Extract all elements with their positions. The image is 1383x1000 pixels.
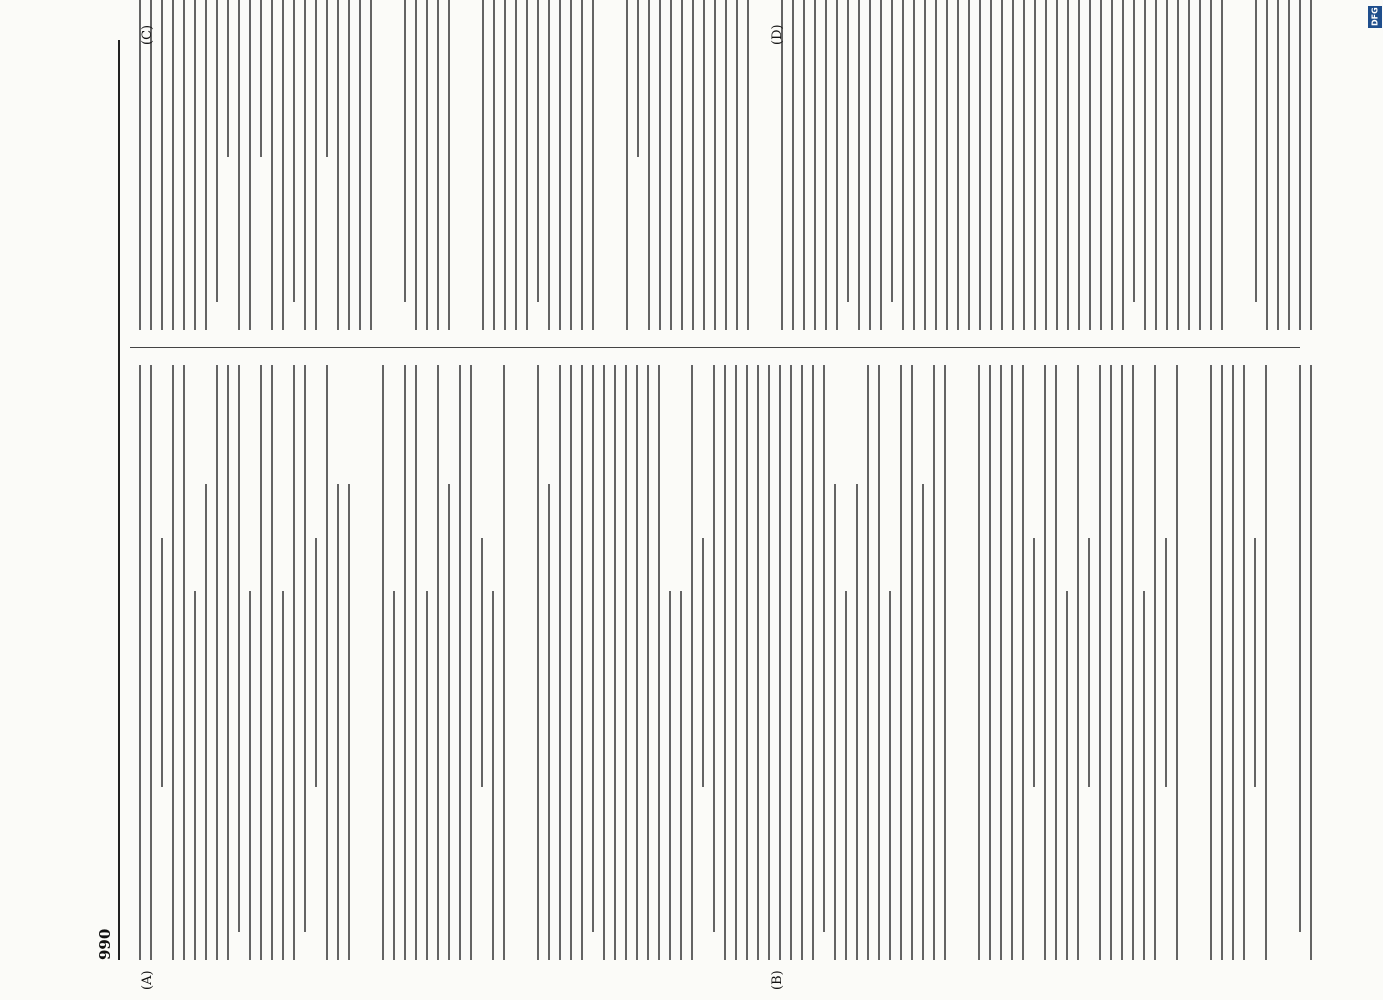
text-line [1154, 365, 1156, 960]
text-line [1255, 0, 1257, 302]
text-line [1056, 0, 1058, 330]
text-line [814, 0, 816, 330]
text-line [834, 484, 836, 960]
text-line [847, 0, 849, 302]
text-line [205, 0, 207, 330]
text-line [1067, 0, 1069, 330]
text-line [736, 0, 738, 330]
text-line [1078, 0, 1080, 330]
text-line [900, 365, 902, 960]
text-line [370, 0, 372, 330]
text-line [548, 484, 550, 960]
text-line [1033, 538, 1035, 788]
text-line [205, 484, 207, 960]
text-line [282, 0, 284, 330]
text-line [1165, 538, 1167, 788]
text-line [1044, 365, 1046, 960]
text-line [692, 0, 694, 330]
text-line [933, 365, 935, 960]
text-line [337, 0, 339, 330]
text-line [537, 0, 539, 302]
text-line [172, 0, 174, 330]
header-rule [118, 40, 120, 960]
page-number: 990 [96, 928, 114, 960]
text-line [326, 0, 328, 157]
text-line [636, 365, 638, 960]
text-line [747, 0, 749, 330]
text-line [415, 0, 417, 330]
text-line [315, 538, 317, 788]
text-line [658, 365, 660, 960]
text-line [293, 365, 295, 960]
paragraph-gap [514, 365, 528, 960]
text-line [437, 0, 439, 330]
text-line [194, 591, 196, 960]
text-line [249, 591, 251, 960]
text-line [415, 365, 417, 960]
text-line [172, 365, 174, 960]
text-line [537, 365, 539, 960]
running-header [88, 40, 114, 960]
text-line [515, 0, 517, 330]
text-line [216, 0, 218, 302]
text-line [548, 0, 550, 330]
text-line [260, 365, 262, 960]
text-line [238, 0, 240, 330]
text-line [891, 0, 893, 302]
text-line [603, 365, 605, 960]
text-line [845, 591, 847, 960]
margin-marker-a: (A) [140, 970, 155, 990]
paragraph-gap [758, 0, 772, 330]
text-line [404, 365, 406, 960]
text-line [1277, 0, 1279, 330]
text-line [1088, 538, 1090, 788]
text-line [836, 0, 838, 330]
text-line [492, 591, 494, 960]
text-line [691, 365, 693, 960]
text-line [1221, 365, 1223, 960]
text-line [911, 365, 913, 960]
text-line [768, 365, 770, 960]
text-line [315, 0, 317, 330]
text-line [437, 365, 439, 960]
paragraph-gap [1232, 0, 1246, 330]
margin-marker-b: (B) [770, 970, 785, 990]
text-line [670, 0, 672, 330]
text-line [271, 365, 273, 960]
paragraph-gap [1276, 365, 1290, 960]
text-line [1001, 0, 1003, 330]
text-line [1011, 365, 1013, 960]
text-line [359, 0, 361, 330]
text-line [282, 591, 284, 960]
text-line [271, 0, 273, 330]
paragraph-gap [955, 365, 969, 960]
text-line [139, 0, 141, 330]
text-line [150, 365, 152, 960]
text-line [504, 0, 506, 330]
text-line [957, 0, 959, 330]
text-line [570, 365, 572, 960]
text-line [503, 365, 505, 960]
text-line [161, 538, 163, 788]
text-line [1243, 365, 1245, 960]
text-line [227, 0, 229, 157]
paragraph-gap [381, 0, 395, 330]
text-line [1232, 365, 1234, 960]
text-line [713, 365, 715, 932]
text-line [426, 591, 428, 960]
text-line [581, 0, 583, 330]
text-line [139, 365, 141, 960]
text-line [680, 591, 682, 960]
text-line [1110, 365, 1112, 960]
text-line [348, 484, 350, 960]
text-line [702, 538, 704, 788]
text-line [913, 0, 915, 330]
text-line [647, 365, 649, 960]
text-line [781, 0, 783, 330]
column-right [130, 0, 1320, 330]
text-line [989, 365, 991, 960]
text-line [1299, 0, 1301, 330]
text-line [227, 365, 229, 960]
text-line [161, 0, 163, 330]
text-line [1221, 0, 1223, 330]
text-line [946, 0, 948, 330]
text-line [448, 484, 450, 960]
text-line [779, 365, 781, 960]
text-line [725, 0, 727, 330]
text-line [592, 0, 594, 330]
text-line [902, 0, 904, 330]
text-line [1089, 0, 1091, 330]
text-line [481, 538, 483, 788]
text-line [326, 365, 328, 960]
text-line [825, 0, 827, 330]
text-line [459, 365, 461, 960]
text-line [935, 0, 937, 330]
text-line [1310, 365, 1312, 960]
text-line [1055, 365, 1057, 960]
text-line [714, 0, 716, 330]
text-line [1000, 365, 1002, 960]
text-line [183, 365, 185, 960]
text-line [293, 0, 295, 302]
text-line [1210, 0, 1212, 330]
margin-marker-d: (D) [770, 24, 785, 45]
text-line [924, 0, 926, 330]
text-line [1023, 0, 1025, 330]
text-line [990, 0, 992, 330]
text-line [801, 365, 803, 960]
text-line [858, 0, 860, 330]
text-line [559, 0, 561, 330]
text-line [1310, 0, 1312, 330]
text-line [703, 0, 705, 330]
text-line [493, 0, 495, 330]
text-line [659, 0, 661, 330]
text-line [426, 0, 428, 330]
text-line [1045, 0, 1047, 330]
text-line [1100, 0, 1102, 330]
text-line [1177, 0, 1179, 330]
text-line [823, 365, 825, 932]
text-line [812, 365, 814, 960]
text-line [1066, 591, 1068, 960]
text-line [482, 0, 484, 330]
text-line [1122, 0, 1124, 330]
text-line [792, 0, 794, 330]
text-line [1265, 365, 1267, 960]
text-line [1121, 365, 1123, 960]
text-line [1176, 365, 1178, 960]
text-line [1012, 0, 1014, 330]
paragraph-gap [1187, 365, 1201, 960]
text-line [216, 365, 218, 960]
dfg-logo: DFG [1368, 6, 1382, 28]
rotated-page [70, 24, 1330, 990]
text-line [304, 0, 306, 330]
dfg-funding-note [1364, 40, 1383, 1000]
text-line [348, 0, 350, 330]
text-line [1166, 0, 1168, 330]
text-line [183, 0, 185, 330]
text-line [260, 0, 262, 157]
text-line [1199, 0, 1201, 330]
text-line [878, 365, 880, 960]
paragraph-gap [459, 0, 473, 330]
text-line [404, 0, 406, 302]
text-line [889, 591, 891, 960]
paragraph-gap [603, 0, 617, 330]
text-line [1288, 0, 1290, 330]
text-line [150, 0, 152, 330]
paragraph-gap [359, 365, 373, 960]
text-line [1077, 365, 1079, 960]
text-line [1022, 365, 1024, 960]
text-line [1155, 0, 1157, 330]
text-line [724, 365, 726, 960]
text-line [669, 591, 671, 960]
text-line [625, 365, 627, 960]
text-line [1144, 0, 1146, 330]
margin-marker-c: (C) [140, 24, 155, 45]
text-line [944, 365, 946, 960]
text-line [393, 591, 395, 960]
text-line [614, 365, 616, 960]
text-line [304, 365, 306, 932]
text-line [869, 0, 871, 330]
text-line [790, 365, 792, 960]
text-line [1111, 0, 1113, 330]
text-line [1188, 0, 1190, 330]
text-line [1034, 0, 1036, 330]
text-line [867, 365, 869, 960]
text-line [880, 0, 882, 330]
text-line [746, 365, 748, 960]
text-line [337, 484, 339, 960]
column-left [130, 365, 1320, 960]
text-line [238, 365, 240, 932]
text-line [803, 0, 805, 330]
text-line [637, 0, 639, 157]
text-line [922, 484, 924, 960]
text-line [581, 365, 583, 960]
text-line [382, 365, 384, 960]
text-line [1143, 591, 1145, 960]
text-line [978, 365, 980, 960]
text-line [1133, 0, 1135, 302]
text-line [757, 365, 759, 960]
text-line [249, 0, 251, 330]
text-line [448, 0, 450, 330]
text-line [1099, 365, 1101, 960]
text-line [735, 365, 737, 960]
text-line [681, 0, 683, 330]
text-line [1210, 365, 1212, 960]
text-line [194, 0, 196, 330]
text-line [1132, 365, 1134, 960]
text-line [570, 0, 572, 330]
text-line [856, 484, 858, 960]
text-line [592, 365, 594, 932]
text-line [559, 365, 561, 960]
text-line [979, 0, 981, 330]
text-line [1266, 0, 1268, 330]
text-line [626, 0, 628, 330]
text-line [470, 365, 472, 960]
text-line [526, 0, 528, 330]
text-line [968, 0, 970, 330]
text-line [648, 0, 650, 330]
text-line [1299, 365, 1301, 932]
text-line [1254, 538, 1256, 788]
column-divider [130, 347, 1300, 348]
